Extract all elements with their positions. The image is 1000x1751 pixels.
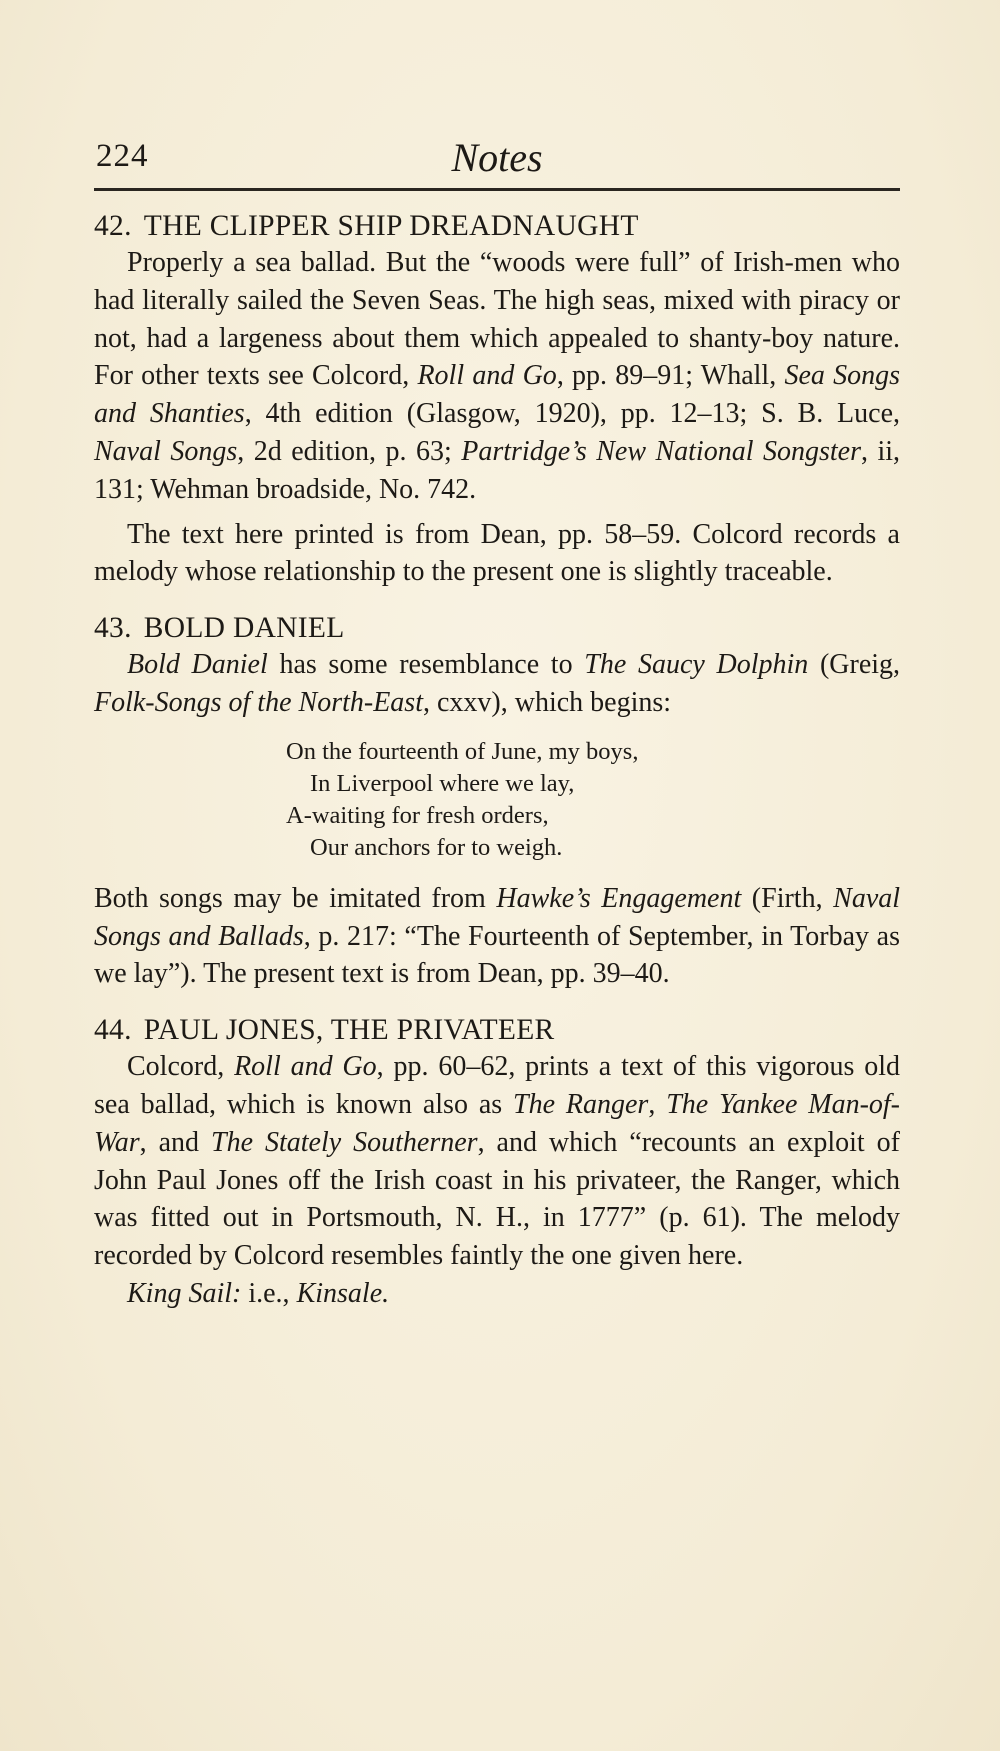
citation-title: Sea Songs and Shanties: [94, 360, 900, 430]
citation-title: Bold Daniel: [127, 649, 268, 681]
note-43-paragraph-1: Bold Daniel has some resemblance to The Saucy Dolphin (Greig, Folk-Songs of the North-East, cxxv), which begins:: [94, 649, 901, 718]
verse-line: In Liverpool where we lay,: [310, 769, 575, 797]
note-43-title: BOLD DANIEL: [143, 612, 345, 645]
verse-line: A-waiting for fresh orders,: [286, 801, 549, 829]
citation-title: Naval Songs: [94, 435, 238, 467]
running-head: [94, 128, 900, 191]
note-42-paragraph-2: The text here printed is from Dean, pp. 58–59. Colcord records a melody whose relationship to the present one is slightly traceable.: [94, 518, 900, 588]
citation-title: Roll and Go: [234, 1051, 377, 1083]
note-43-paragraph-2: Both songs may be imitated from Hawke’s Engagement (Firth, Naval Songs and Ballads, p. 217: “The Fourteenth of September, in Torbay as we lay”). The present text is from Dean, pp. 39–40.: [94, 882, 901, 990]
citation-title: Partridge’s New National Songster: [461, 435, 861, 467]
note-44-number: 44.: [94, 1014, 132, 1047]
note-44: [94, 1014, 900, 1313]
note-42-number: 42.: [94, 210, 132, 242]
citation-title: Folk-Songs of the North-East: [94, 686, 423, 718]
note-42-heading: [94, 210, 900, 243]
verse-line: On the fourteenth of June, my boys,: [286, 737, 639, 765]
gloss-term: King Sail:: [127, 1277, 242, 1309]
note-44-paragraph-1: Colcord, Roll and Go, pp. 60–62, prints a text of this vigorous old sea ballad, which is known also as The Ranger, The Yankee Man-of-War, and The Stately Southerner, and which “recounts an exploit of John Paul Jones off the Irish coast in his privateer, the Ranger, which was fitted out in Portsmouth, N. H., in 1777” (p. 61). The melody recorded by Colcord resembles faintly the one given here.: [94, 1051, 901, 1272]
book-page: [94, 128, 900, 1313]
note-42: [94, 210, 900, 591]
note-42-paragraph-1: Properly a sea ballad. But the “woods were full” of Irish-men who had literally sailed the Seven Seas. The high seas, mixed with piracy or not, had a largeness about them which appealed to shanty-boy nature. For other texts see Colcord, Roll and Go, pp. 89–91; Whall, Sea Songs and Shanties, 4th edition (Glasgow, 1920), pp. 12–13; S. B. Luce, Naval Songs, 2d edition, p. 63; Partridge’s New National Songster, ii, 131; Wehman broadside, No. 742.: [94, 247, 901, 505]
note-42-title: THE CLIPPER SHIP DREADNAUGHT: [143, 210, 639, 242]
page-number: 224: [96, 138, 149, 174]
verse-quotation: [286, 736, 900, 864]
citation-title: The Yankee Man-of-War: [94, 1088, 901, 1158]
running-title: Notes: [451, 135, 543, 180]
note-43-heading: [94, 612, 900, 645]
note-43: [94, 612, 900, 993]
note-44-title: PAUL JONES, THE PRIVATEER: [143, 1014, 555, 1047]
gloss-value: Kinsale.: [296, 1277, 390, 1309]
citation-title: The Stately Southerner: [211, 1126, 478, 1158]
verse-line: Our anchors for to weigh.: [310, 833, 563, 861]
citation-title: Roll and Go: [417, 360, 557, 392]
citation-title: Naval Songs and Ballads: [94, 882, 901, 952]
note-44-heading: [94, 1014, 900, 1047]
citation-title: The Ranger: [513, 1088, 649, 1120]
note-43-number: 43.: [94, 612, 132, 645]
citation-title: Hawke’s Engagement: [496, 882, 742, 914]
note-44-gloss: King Sail: i.e., Kinsale.: [127, 1277, 390, 1309]
citation-title: The Saucy Dolphin: [584, 649, 809, 681]
